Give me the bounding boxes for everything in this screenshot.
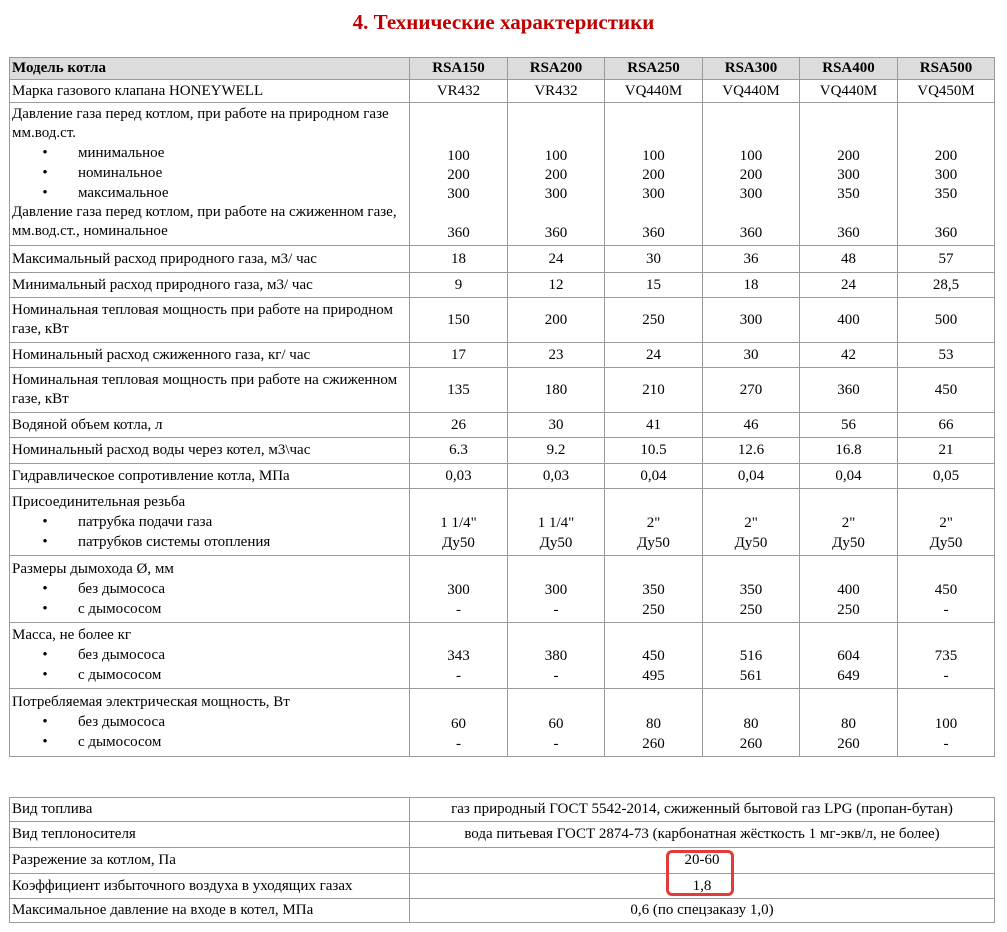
water_volume-value: 56 <box>800 413 898 438</box>
gas-pressure-value: 350 <box>837 186 860 202</box>
gas-pressure-value: 300 <box>544 186 568 202</box>
thread-value: Ду50 <box>539 535 573 551</box>
power_ng-value: 400 <box>800 298 898 343</box>
electric-value: 80 <box>646 716 661 732</box>
bullet-icon: • <box>42 580 48 597</box>
electric-item-label: без дымососа <box>78 714 166 730</box>
water_flow-label: Номинальный расход воды через котел, м3\час <box>10 438 410 464</box>
electric-value: 260 <box>837 736 860 752</box>
lpg-pressure-value: 360 <box>934 225 958 241</box>
thread-value: 2" <box>744 515 758 531</box>
thread-value: Ду50 <box>734 535 768 551</box>
mass-value: 495 <box>642 668 665 684</box>
electric-value: 60 <box>451 716 466 732</box>
lpg-pressure-value: 360 <box>447 225 470 241</box>
mass-value: 380 <box>544 648 568 664</box>
electric-values <box>410 689 508 757</box>
gas-pressure-item <box>12 183 407 203</box>
water_flow-value: 6.3 <box>410 438 508 464</box>
thread-value: Ду50 <box>442 535 475 551</box>
gas-pressure-values <box>410 103 508 246</box>
gas-pressure-value: 200 <box>837 148 860 164</box>
mass-value: - <box>943 668 949 684</box>
mass-item <box>12 645 407 665</box>
gas-pressure-value: 100 <box>447 148 470 164</box>
chimney-item-label: без дымососа <box>78 580 166 597</box>
chimney-value: - <box>943 602 949 618</box>
gas-pressure-values <box>703 103 800 246</box>
chimney-value: 250 <box>739 602 763 618</box>
lpg-pressure-label: Давление газа перед котлом, при работе на сжиженном газе, мм.вод.ст., номинальное <box>12 204 397 239</box>
valve-label: Марка газового клапана HONEYWELL <box>10 80 410 103</box>
bullet-icon: • <box>42 165 48 181</box>
mass-value: 735 <box>934 648 958 664</box>
gas-pressure-value: 100 <box>739 148 763 164</box>
gas-pressure-values <box>605 103 703 246</box>
valve-row <box>10 80 995 103</box>
thread-item-label: патрубка подачи газа <box>78 513 213 530</box>
lpg_flow-value: 30 <box>703 343 800 368</box>
mass-value: - <box>456 668 461 684</box>
general-label: Максимальное давление на входе в котел, МПа <box>10 899 410 923</box>
general-value: газ природный ГОСТ 5542-2014, сжиженный бытовой газ LPG (пропан-бутан) <box>410 798 995 822</box>
chimney-label-cell <box>10 556 410 623</box>
gas-pressure-value: 100 <box>544 148 568 164</box>
electric-value: 260 <box>642 736 665 752</box>
general-label: Вид теплоносителя <box>10 822 410 848</box>
specs-table <box>9 57 995 757</box>
thread-values <box>410 489 508 556</box>
thread-values <box>605 489 703 556</box>
gas-pressure-value: 300 <box>837 167 860 183</box>
thread-value: Ду50 <box>832 535 865 551</box>
mass-values <box>703 623 800 689</box>
chimney-item <box>12 579 407 599</box>
valve-value: VR432 <box>508 80 605 103</box>
electric-value: - <box>943 736 949 752</box>
mass-value: 343 <box>447 648 470 664</box>
bullet-icon: • <box>42 533 48 550</box>
general-label: Разрежение за котлом, Па <box>10 848 410 874</box>
general-row <box>10 874 995 899</box>
general-value: вода питьевая ГОСТ 2874-73 (карбонатная жёсткость 1 мг-экв/л, не более) <box>410 822 995 848</box>
general-row <box>10 798 995 822</box>
mass-label-cell <box>10 623 410 689</box>
chimney-value: 300 <box>447 582 470 598</box>
electric-value: - <box>553 736 559 752</box>
electric-value: 80 <box>743 716 759 732</box>
lpg-pressure-value: 360 <box>837 225 860 241</box>
hydraulic-row <box>10 464 995 489</box>
mass-value: - <box>553 668 559 684</box>
general-label: Коэффициент избыточного воздуха в уходящих газах <box>10 874 410 899</box>
valve-value: VQ450M <box>898 80 995 103</box>
power_lpg-value: 450 <box>898 368 995 413</box>
electric-label: Потребляемая электрическая мощность, Вт <box>12 694 290 710</box>
bullet-icon: • <box>42 600 48 617</box>
bullet-icon: • <box>42 714 48 730</box>
lpg_flow-row <box>10 343 995 368</box>
model-rsa400: RSA400 <box>800 58 898 80</box>
chimney-value: 300 <box>544 582 568 598</box>
power_lpg-value: 270 <box>703 368 800 413</box>
electric-value: 60 <box>548 716 564 732</box>
chimney-item <box>12 599 407 619</box>
chimney-values <box>605 556 703 623</box>
electric-value: - <box>456 736 461 752</box>
mass-values <box>605 623 703 689</box>
general-value: 0,6 (по спецзаказу 1,0) <box>410 899 995 923</box>
min_ng-value: 12 <box>508 273 605 298</box>
gas-pressure-value: 300 <box>447 186 470 202</box>
model-rsa500: RSA500 <box>898 58 995 80</box>
water_volume-row <box>10 413 995 438</box>
gas-pressure-value: 200 <box>447 167 470 183</box>
hydraulic-value: 0,03 <box>410 464 508 489</box>
electric-values <box>800 689 898 757</box>
mass-item-label: с дымососом <box>78 667 162 683</box>
mass-label: Масса, не более кг <box>12 627 132 643</box>
thread-values <box>508 489 605 556</box>
electric-label-cell <box>10 689 410 757</box>
chimney-row <box>10 556 995 623</box>
general-row <box>10 899 995 923</box>
max_ng-value: 18 <box>410 246 508 273</box>
water_flow-value: 9.2 <box>508 438 605 464</box>
header-row <box>10 58 995 80</box>
general-row <box>10 848 995 874</box>
gas-pressure-value: 200 <box>934 148 958 164</box>
general-specs-table <box>9 797 995 923</box>
thread-value: Ду50 <box>637 535 670 551</box>
hydraulic-value: 0,05 <box>898 464 995 489</box>
power_lpg-value: 210 <box>605 368 703 413</box>
bullet-icon: • <box>42 513 48 530</box>
general-value: 20-60 <box>410 848 995 874</box>
thread-item-label: патрубков системы отопления <box>78 533 271 550</box>
water_volume-value: 26 <box>410 413 508 438</box>
highlight-box <box>666 850 734 896</box>
electric-values <box>605 689 703 757</box>
thread-label: Присоединительная резьба <box>12 493 186 510</box>
chimney-item-label: с дымососом <box>78 600 162 617</box>
power_ng-value: 300 <box>703 298 800 343</box>
thread-item <box>12 532 407 552</box>
gas-pressure-item-label: номинальное <box>78 165 163 181</box>
mass-value: 604 <box>837 648 860 664</box>
general-row <box>10 822 995 848</box>
power_lpg-row <box>10 368 995 413</box>
bullet-icon: • <box>42 667 48 683</box>
thread-row <box>10 489 995 556</box>
gas-pressure-value: 100 <box>642 148 665 164</box>
chimney-values <box>410 556 508 623</box>
electric-row <box>10 689 995 757</box>
water_volume-value: 30 <box>508 413 605 438</box>
gas-pressure-value: 350 <box>934 186 958 202</box>
chimney-value: 350 <box>642 582 665 598</box>
bullet-icon: • <box>42 734 48 750</box>
thread-values <box>703 489 800 556</box>
power_lpg-value: 180 <box>508 368 605 413</box>
power_ng-row <box>10 298 995 343</box>
chimney-value: 350 <box>739 582 763 598</box>
model-rsa150: RSA150 <box>410 58 508 80</box>
gas-pressure-row <box>10 103 995 246</box>
min_ng-value: 9 <box>410 273 508 298</box>
water_volume-value: 41 <box>605 413 703 438</box>
gas-pressure-value: 300 <box>739 186 763 202</box>
lpg_flow-value: 24 <box>605 343 703 368</box>
header-model-label: Модель котла <box>10 58 410 80</box>
electric-values <box>898 689 995 757</box>
gas-pressure-label-cell <box>10 103 410 246</box>
chimney-label: Размеры дымохода Ø, мм <box>12 560 174 577</box>
electric-value: 80 <box>841 716 856 732</box>
electric-values <box>508 689 605 757</box>
thread-value: 2" <box>646 515 661 531</box>
valve-value: VQ440M <box>800 80 898 103</box>
water_volume-label: Водяной объем котла, л <box>10 413 410 438</box>
valve-value: VQ440M <box>703 80 800 103</box>
electric-value: 260 <box>739 736 763 752</box>
max_ng-value: 36 <box>703 246 800 273</box>
mass-values <box>800 623 898 689</box>
gas-pressure-value: 200 <box>739 167 763 183</box>
model-rsa250: RSA250 <box>605 58 703 80</box>
chimney-values <box>800 556 898 623</box>
water_flow-value: 21 <box>898 438 995 464</box>
chimney-value: 400 <box>837 582 860 598</box>
power_ng-value: 200 <box>508 298 605 343</box>
chimney-value: - <box>553 602 559 618</box>
mass-row <box>10 623 995 689</box>
thread-values <box>898 489 995 556</box>
gas-pressure-value: 300 <box>934 167 958 183</box>
power_ng-label: Номинальная тепловая мощность при работе на природном газе, кВт <box>10 298 410 343</box>
general-value: 1,8 <box>410 874 995 899</box>
hydraulic-value: 0,04 <box>605 464 703 489</box>
gas-pressure-value: 300 <box>642 186 665 202</box>
water_flow-value: 16.8 <box>800 438 898 464</box>
gas-pressure-item-label: минимальное <box>78 145 165 161</box>
gas-pressure-item <box>12 163 407 183</box>
mass-value: 649 <box>837 668 860 684</box>
power_ng-value: 250 <box>605 298 703 343</box>
max_ng-value: 24 <box>508 246 605 273</box>
lpg_flow-value: 17 <box>410 343 508 368</box>
power_lpg-label: Номинальная тепловая мощность при работе на сжиженном газе, кВт <box>10 368 410 413</box>
power_ng-value: 500 <box>898 298 995 343</box>
gas-pressure-value: 200 <box>642 167 665 183</box>
water_flow-value: 12.6 <box>703 438 800 464</box>
mass-value: 516 <box>739 648 763 664</box>
gas-pressure-values <box>898 103 995 246</box>
mass-value: 561 <box>739 668 763 684</box>
max_ng-value: 30 <box>605 246 703 273</box>
chimney-value: 250 <box>837 602 860 618</box>
min_ng-value: 24 <box>800 273 898 298</box>
thread-value: 2" <box>939 515 953 531</box>
gas-pressure-item-label: максимальное <box>78 185 169 201</box>
bullet-icon: • <box>42 145 48 161</box>
electric-item-label: с дымососом <box>78 734 162 750</box>
power_lpg-value: 135 <box>410 368 508 413</box>
power_lpg-value: 360 <box>800 368 898 413</box>
lpg-pressure-value: 360 <box>544 225 568 241</box>
chimney-values <box>703 556 800 623</box>
hydraulic-value: 0,04 <box>800 464 898 489</box>
lpg_flow-value: 42 <box>800 343 898 368</box>
chimney-value: 250 <box>642 602 665 618</box>
mass-item-label: без дымососа <box>78 647 166 663</box>
max_ng-value: 48 <box>800 246 898 273</box>
electric-item <box>12 732 407 752</box>
water_volume-value: 46 <box>703 413 800 438</box>
gas-pressure-values <box>508 103 605 246</box>
thread-value: Ду50 <box>929 535 963 551</box>
min_ng-value: 28,5 <box>898 273 995 298</box>
bullet-icon: • <box>42 647 48 663</box>
lpg_flow-label: Номинальный расход сжиженного газа, кг/ час <box>10 343 410 368</box>
water_volume-value: 66 <box>898 413 995 438</box>
chimney-values <box>898 556 995 623</box>
mass-item <box>12 665 407 685</box>
thread-label-cell <box>10 489 410 556</box>
gas-pressure-label: Давление газа перед котлом, при работе на природном газе мм.вод.ст. <box>12 106 389 141</box>
bullet-icon: • <box>42 185 48 201</box>
lpg_flow-value: 53 <box>898 343 995 368</box>
hydraulic-value: 0,04 <box>703 464 800 489</box>
mass-values <box>410 623 508 689</box>
min_ng-row <box>10 273 995 298</box>
valve-value: VQ440M <box>605 80 703 103</box>
electric-values <box>703 689 800 757</box>
gas-pressure-value: 200 <box>544 167 568 183</box>
mass-values <box>898 623 995 689</box>
max_ng-label: Максимальный расход природного газа, м3/ час <box>10 246 410 273</box>
model-rsa200: RSA200 <box>508 58 605 80</box>
min_ng-value: 18 <box>703 273 800 298</box>
thread-value: 2" <box>841 515 856 531</box>
thread-item <box>12 512 407 532</box>
water_flow-row <box>10 438 995 464</box>
chimney-value: - <box>456 602 461 618</box>
general-label: Вид топлива <box>10 798 410 822</box>
thread-value: 1 1/4" <box>440 515 477 531</box>
lpg-pressure-value: 360 <box>739 225 763 241</box>
hydraulic-label: Гидравлическое сопротивление котла, МПа <box>10 464 410 489</box>
min_ng-label: Минимальный расход природного газа, м3/ час <box>10 273 410 298</box>
gas-pressure-values <box>800 103 898 246</box>
page-title: 4. Технические характеристики <box>352 10 655 34</box>
valve-value: VR432 <box>410 80 508 103</box>
water_flow-value: 10.5 <box>605 438 703 464</box>
mass-value: 450 <box>642 648 665 664</box>
model-rsa300: RSA300 <box>703 58 800 80</box>
power_ng-value: 150 <box>410 298 508 343</box>
electric-item <box>12 712 407 732</box>
mass-values <box>508 623 605 689</box>
max_ng-row <box>10 246 995 273</box>
min_ng-value: 15 <box>605 273 703 298</box>
gas-pressure-item <box>12 143 407 163</box>
chimney-values <box>508 556 605 623</box>
lpg_flow-value: 23 <box>508 343 605 368</box>
max_ng-value: 57 <box>898 246 995 273</box>
electric-value: 100 <box>934 716 958 732</box>
hydraulic-value: 0,03 <box>508 464 605 489</box>
lpg-pressure-value: 360 <box>642 225 665 241</box>
thread-value: 1 1/4" <box>537 515 575 531</box>
thread-values <box>800 489 898 556</box>
chimney-value: 450 <box>934 582 958 598</box>
